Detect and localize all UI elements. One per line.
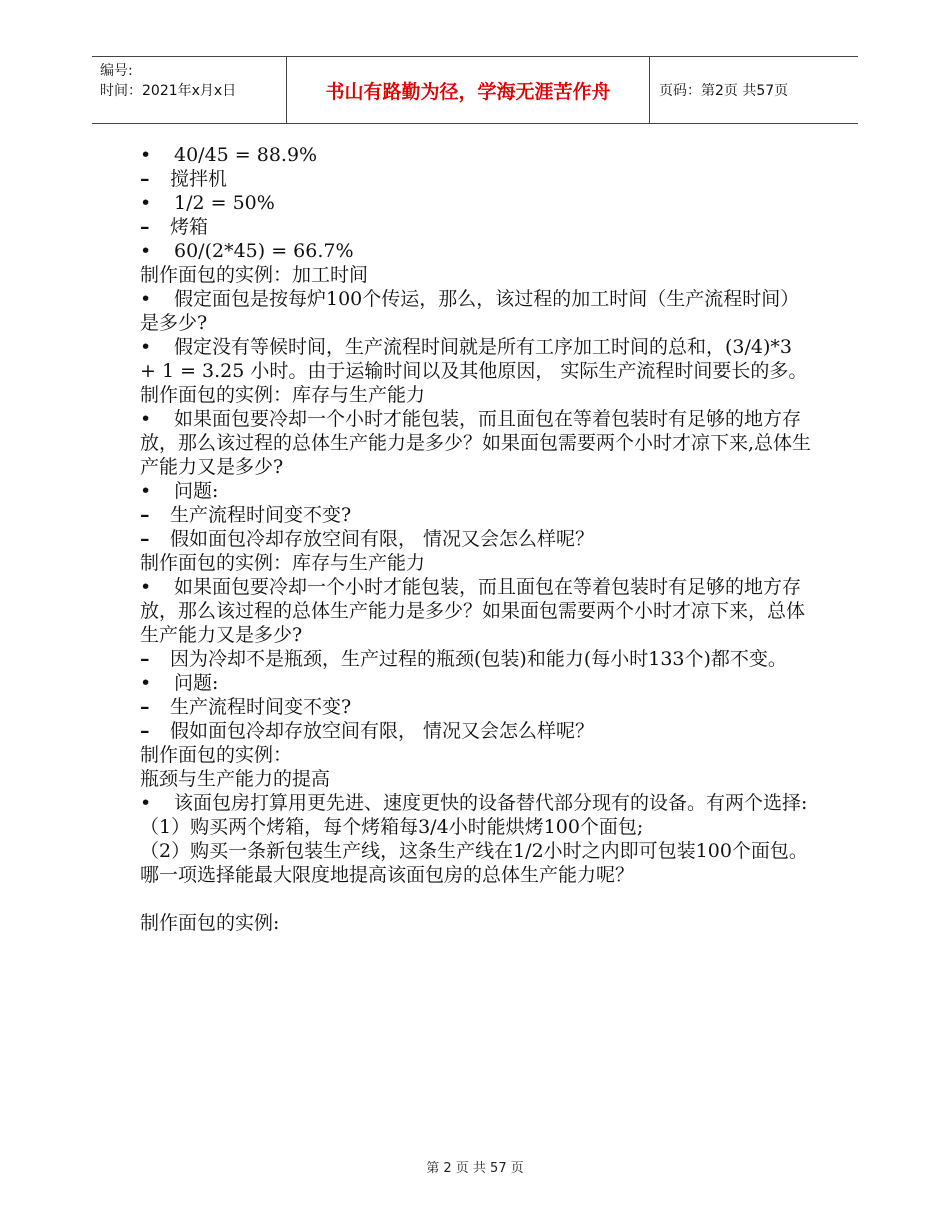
body-line <box>140 647 812 671</box>
line-text: 如果面包要冷却一个小时才能包装，而且面包在等着包装时有足够的地方存放，那么该过程的总体生产能力是多少？如果面包需要两个小时才凉下来，总体生产能力又是多少? <box>140 576 806 646</box>
blank-line <box>140 887 812 911</box>
dash-marker: – <box>140 168 150 190</box>
bullet-marker: • <box>140 480 152 502</box>
bullet-marker: • <box>140 792 152 814</box>
header-meta <box>92 57 287 127</box>
option-line: （1）购买两个烤箱，每个烤箱每3/4小时能烘烤100个面包; <box>140 816 644 838</box>
body-line <box>140 407 812 479</box>
body-line <box>140 239 812 263</box>
section-heading: 制作面包的实例：库存与生产能力 <box>140 552 426 574</box>
dash-marker: – <box>140 720 150 742</box>
body-line <box>140 575 812 647</box>
body-line <box>140 167 812 191</box>
line-text: 烤箱 <box>170 216 209 238</box>
line-text: 问题: <box>174 672 219 694</box>
document-number-label: 编号: <box>100 63 133 79</box>
body-line <box>140 143 812 167</box>
body-line <box>140 527 812 551</box>
bullet-marker: • <box>140 576 152 598</box>
body-line <box>140 503 812 527</box>
line-text: 搅拌机 <box>170 168 228 190</box>
section-heading: 制作面包的实例： <box>140 744 293 766</box>
bullet-marker: • <box>140 336 152 358</box>
body-line <box>140 671 812 695</box>
line-text: 问题: <box>174 480 219 502</box>
bullet-marker: • <box>140 192 152 214</box>
line-text: 生产流程时间变不变? <box>170 696 352 718</box>
document-time-label: 时间：2021年x月x日 <box>100 83 237 99</box>
dash-marker: – <box>140 504 150 526</box>
dash-marker: – <box>140 696 150 718</box>
header-motto: 书山有路勤为径，学海无涯苦作舟 <box>286 57 650 123</box>
line-text: 假定没有等候时间，生产流程时间就是所有工序加工时间的总和，(3/4)*3 + 1 = 3.25 小时。由于运输时间以及其他原因， 实际生产流程时间要长的多。 <box>140 336 808 382</box>
body-line <box>140 215 812 239</box>
bullet-marker: • <box>140 672 152 694</box>
line-text: 假如面包冷却存放空间有限， 情况又会怎么样呢？ <box>170 528 595 550</box>
bullet-marker: • <box>140 408 152 430</box>
line-text: 如果面包要冷却一个小时才能包装，而且面包在等着包装时有足够的地方存放，那么该过程的总体生产能力是多少？如果面包需要两个小时才凉下来,总体生产能力又是多少? <box>140 408 812 478</box>
body-line <box>140 335 812 383</box>
body-line <box>140 791 812 815</box>
option-line: （2）购买一条新包装生产线，这条生产线在1/2小时之内即可包装100个面包。 <box>140 840 808 862</box>
body-line <box>140 287 812 335</box>
bullet-marker: • <box>140 288 152 310</box>
section-subheading: 瓶颈与生产能力的提高 <box>140 768 331 790</box>
body-line <box>140 695 812 719</box>
line-text: 假如面包冷却存放空间有限， 情况又会怎么样呢？ <box>170 720 595 742</box>
body-line <box>140 479 812 503</box>
line-text: 因为冷却不是瓶颈，生产过程的瓶颈(包装)和能力(每小时133个)都不变。 <box>170 648 787 670</box>
line-text: 40/45 = 88.9% <box>174 144 318 166</box>
page-header <box>92 56 858 124</box>
dash-marker: – <box>140 216 150 238</box>
line-text: 该面包房打算用更先进、速度更快的设备替代部分现有的设备。有两个选择: <box>174 792 808 814</box>
body-line <box>140 719 812 743</box>
section-heading: 制作面包的实例：加工时间 <box>140 264 369 286</box>
page-footer: 第 2 页 共 57 页 <box>426 1161 524 1176</box>
line-text: 假定面包是按每炉100个传运，那么，该过程的加工时间（生产流程时间）是多少? <box>140 288 800 334</box>
header-page-info: 页码：第2页 共57页 <box>659 83 789 99</box>
document-body <box>140 143 812 935</box>
section-heading: 制作面包的实例：库存与生产能力 <box>140 384 426 406</box>
section-heading: 制作面包的实例: <box>140 912 280 934</box>
bullet-marker: • <box>140 144 152 166</box>
line-text: 生产流程时间变不变? <box>170 504 352 526</box>
question-line: 哪一项选择能最大限度地提高该面包房的总体生产能力呢？ <box>140 864 635 886</box>
line-text: 1/2 = 50% <box>174 192 275 214</box>
dash-marker: – <box>140 528 150 550</box>
bullet-marker: • <box>140 240 152 262</box>
body-line <box>140 191 812 215</box>
dash-marker: – <box>140 648 150 670</box>
line-text: 60/(2*45) = 66.7% <box>174 240 354 262</box>
